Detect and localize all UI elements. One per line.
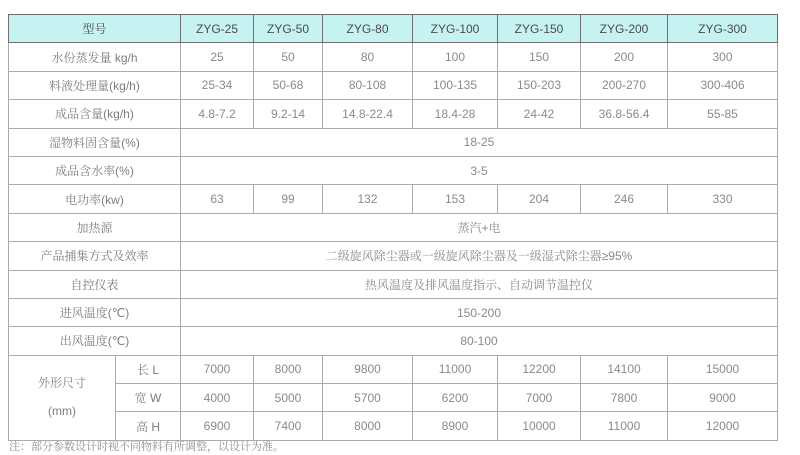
value-cell: 100 (413, 43, 498, 71)
value-cell: 80 (323, 43, 413, 71)
spec-table (8, 14, 778, 441)
dim-value-cell: 14100 (581, 355, 668, 383)
dim-value-cell: 5000 (254, 384, 323, 412)
span-value-cell: 150-200 (181, 298, 778, 326)
value-cell: 204 (498, 185, 581, 213)
dim-value-cell: 10000 (498, 412, 581, 440)
row-label-heat-source: 加热源 (9, 213, 181, 241)
row-label-solid-content: 湿物料固含量(%) (9, 128, 181, 156)
row-label-power: 电功率(kw) (9, 185, 181, 213)
span-value-cell: 80-100 (181, 327, 778, 355)
value-cell: 300-406 (668, 71, 778, 99)
value-cell: 246 (581, 185, 668, 213)
dim-value-cell: 7000 (498, 384, 581, 412)
dim-sub-label-height: 高 H (116, 412, 181, 440)
dim-value-cell: 8000 (323, 412, 413, 440)
table-row (9, 298, 778, 326)
dim-sub-label-length: 长 L (116, 355, 181, 383)
model-header-zyg200: ZYG-200 (581, 15, 668, 43)
value-cell: 100-135 (413, 71, 498, 99)
model-column-header: 型号 (9, 15, 181, 43)
table-row (9, 270, 778, 298)
dim-sub-label-width: 宽 W (116, 384, 181, 412)
span-value-cell: 3-5 (181, 156, 778, 184)
row-label-instruments: 自控仪表 (9, 270, 181, 298)
dimensions-label (9, 355, 116, 440)
value-cell: 330 (668, 185, 778, 213)
dim-value-cell: 7000 (181, 355, 254, 383)
table-row (9, 128, 778, 156)
dim-value-cell: 15000 (668, 355, 778, 383)
value-cell: 150 (498, 43, 581, 71)
table-row (9, 327, 778, 355)
model-header-zyg80: ZYG-80 (323, 15, 413, 43)
dim-value-cell: 7800 (581, 384, 668, 412)
table-row (9, 43, 778, 71)
dim-value-cell: 5700 (323, 384, 413, 412)
row-label-collection: 产品捕集方式及效率 (9, 242, 181, 270)
dim-value-cell: 4000 (181, 384, 254, 412)
table-row (9, 100, 778, 128)
span-value-cell: 热风温度及排风温度指示、自动调节温控仪 (181, 270, 778, 298)
value-cell: 36.8-56.4 (581, 100, 668, 128)
value-cell: 150-203 (498, 71, 581, 99)
model-header-zyg100: ZYG-100 (413, 15, 498, 43)
dim-value-cell: 6900 (181, 412, 254, 440)
table-row (9, 384, 778, 412)
header-row (9, 15, 778, 43)
row-label-inlet-temp: 进风温度(℃) (9, 298, 181, 326)
dim-value-cell: 9800 (323, 355, 413, 383)
table-row (9, 355, 778, 383)
value-cell: 132 (323, 185, 413, 213)
row-label-feed-capacity: 料液处理量(kg/h) (9, 71, 181, 99)
value-cell: 200-270 (581, 71, 668, 99)
value-cell: 300 (668, 43, 778, 71)
span-value-cell: 18-25 (181, 128, 778, 156)
dim-value-cell: 11000 (413, 355, 498, 383)
dim-value-cell: 11000 (581, 412, 668, 440)
value-cell: 63 (181, 185, 254, 213)
value-cell: 50 (254, 43, 323, 71)
dim-value-cell: 9000 (668, 384, 778, 412)
model-header-zyg25: ZYG-25 (181, 15, 254, 43)
model-header-zyg50: ZYG-50 (254, 15, 323, 43)
table-row (9, 412, 778, 440)
value-cell: 4.8-7.2 (181, 100, 254, 128)
value-cell: 50-68 (254, 71, 323, 99)
row-label-moisture: 成品含水率(%) (9, 156, 181, 184)
dim-value-cell: 6200 (413, 384, 498, 412)
value-cell: 25-34 (181, 71, 254, 99)
dim-value-cell: 8000 (254, 355, 323, 383)
value-cell: 153 (413, 185, 498, 213)
row-label-product-output: 成品含量(kg/h) (9, 100, 181, 128)
value-cell: 55-85 (668, 100, 778, 128)
value-cell: 99 (254, 185, 323, 213)
dimensions-label-line1: 外形尺寸 (37, 376, 86, 391)
table-row (9, 242, 778, 270)
table-row (9, 213, 778, 241)
dim-value-cell: 12200 (498, 355, 581, 383)
table-row (9, 71, 778, 99)
dim-value-cell: 12000 (668, 412, 778, 440)
value-cell: 9.2-14 (254, 100, 323, 128)
value-cell: 24-42 (498, 100, 581, 128)
dimensions-label-line2: (mm) (48, 404, 76, 419)
row-label-outlet-temp: 出风温度(℃) (9, 327, 181, 355)
value-cell: 80-108 (323, 71, 413, 99)
span-value-cell: 二级旋风除尘器或一级旋风除尘器及一级湿式除尘器≥95% (181, 242, 778, 270)
table-row (9, 156, 778, 184)
row-label-evaporation: 水份蒸发量 kg/h (9, 43, 181, 71)
value-cell: 18.4-28 (413, 100, 498, 128)
model-header-zyg150: ZYG-150 (498, 15, 581, 43)
model-header-zyg300: ZYG-300 (668, 15, 778, 43)
footnote: 注：部分参数设计时视不同物料有所调整，以设计为准。 (9, 441, 284, 453)
table-row (9, 185, 778, 213)
value-cell: 25 (181, 43, 254, 71)
dim-value-cell: 7400 (254, 412, 323, 440)
span-value-cell: 蒸汽+电 (181, 213, 778, 241)
value-cell: 14.8-22.4 (323, 100, 413, 128)
dim-value-cell: 8900 (413, 412, 498, 440)
value-cell: 200 (581, 43, 668, 71)
